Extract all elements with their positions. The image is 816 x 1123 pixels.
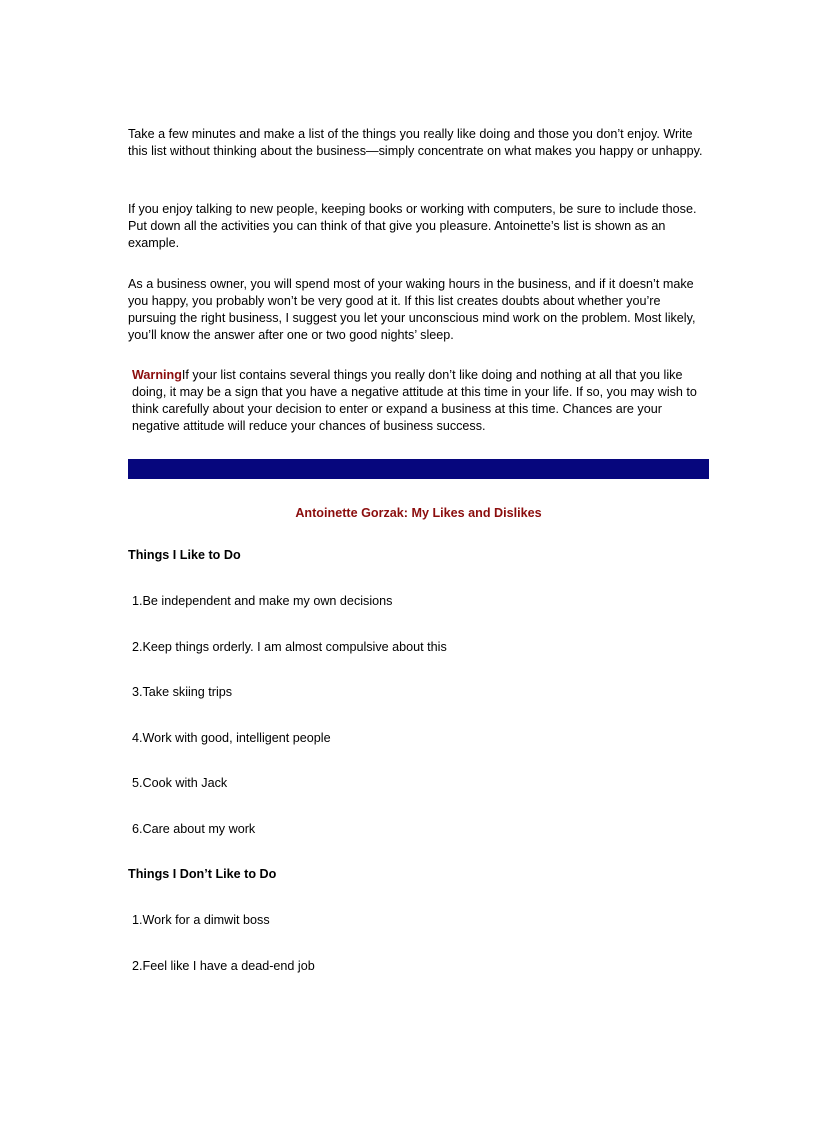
dislikes-heading: Things I Don’t Like to Do — [128, 867, 277, 881]
warning-text: If your list contains several things you really don’t like doing and nothing at all that you like doing, it may be a sign that you have a negative attitude at this time in your life. If so, you may wish to think carefully about your decision to enter or expand a business at this time. Chances are your negative attitude will reduce your chances of business success. — [132, 368, 697, 433]
list-item: 6.Care about my work — [132, 822, 256, 836]
warning-label: Warning — [132, 368, 182, 382]
list-item: 4.Work with good, intelligent people — [132, 731, 331, 745]
warning-note — [132, 367, 712, 435]
intro-paragraph-2: If you enjoy talking to new people, keeping books or working with computers, be sure to include those. Put down all the activities you can think of that give you pleasure. Antoinette’s list is shown as an example. — [128, 202, 697, 250]
list-title: Antoinette Gorzak: My Likes and Dislikes — [295, 506, 542, 520]
likes-heading: Things I Like to Do — [128, 548, 241, 562]
intro-paragraph-3: As a business owner, you will spend most of your waking hours in the business, and if it doesn’t make you happy, you probably won’t be very good at it. If this list creates doubts about whether you’re pursuing the right business, I suggest you let your unconscious mind work on the problem. Most likely, you’ll know the answer after one or two good nights’ sleep. — [128, 277, 696, 342]
list-item: 3.Take skiing trips — [132, 685, 233, 699]
list-item: 2.Keep things orderly. I am almost compulsive about this — [132, 640, 447, 654]
list-item: 1.Be independent and make my own decisions — [132, 594, 393, 608]
list-item: 2.Feel like I have a dead-end job — [132, 959, 315, 973]
list-item: 5.Cook with Jack — [132, 776, 228, 790]
section-divider-bar — [128, 459, 709, 479]
list-item: 1.Work for a dimwit boss — [132, 913, 270, 927]
intro-paragraph-1: Take a few minutes and make a list of the things you really like doing and those you don’t enjoy. Write this list without thinking about the business—simply concentrate on what makes you happy or unhappy. — [128, 127, 703, 158]
